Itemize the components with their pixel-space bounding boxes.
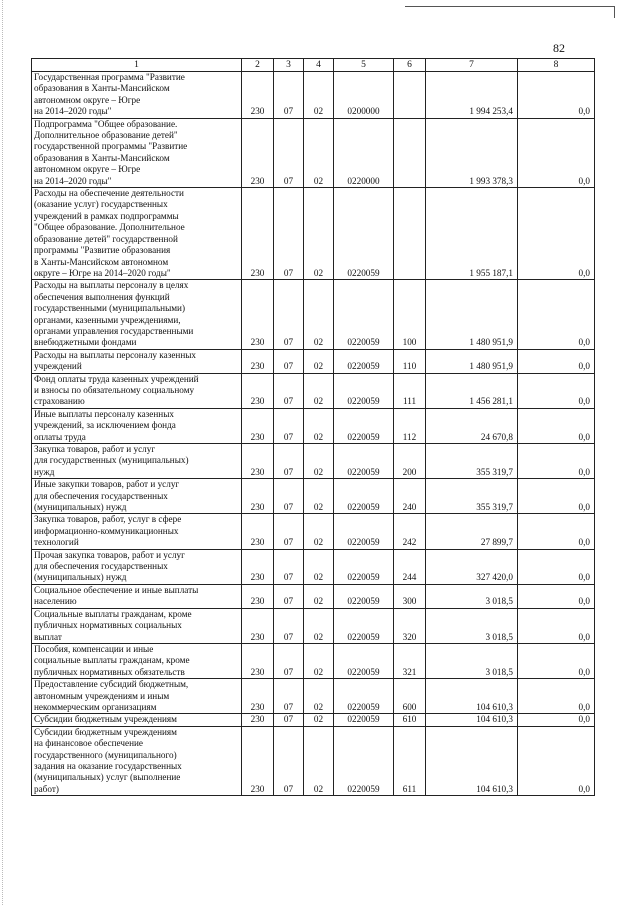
- row-name: Закупка товаров, работ, услуг в сфере информационно-коммуникационных технологий: [32, 514, 242, 549]
- table-row: [32, 679, 595, 714]
- row-name: Закупка товаров, работ и услуг для государственных (муниципальных) нужд: [32, 444, 242, 479]
- cell-amount-extra: 0,0: [518, 373, 595, 408]
- column-header: 5: [334, 59, 394, 72]
- cell-amount: 1 994 253,4: [426, 72, 518, 119]
- cell-amount-extra: 0,0: [518, 584, 595, 608]
- cell-target-article: 0220059: [334, 514, 394, 549]
- table-row: [32, 373, 595, 408]
- cell-amount: 3 018,5: [426, 608, 518, 643]
- cell-expense-type: 320: [394, 608, 426, 643]
- cell-target-article: 0220059: [334, 726, 394, 795]
- cell-amount-extra: 0,0: [518, 643, 595, 678]
- cell-subsection: 02: [304, 349, 334, 373]
- row-name: Прочая закупка товаров, работ и услуг для обеспечения государственных (муниципальных) нужд: [32, 549, 242, 584]
- cell-section: 07: [274, 349, 304, 373]
- cell-amount: 355 319,7: [426, 479, 518, 514]
- row-name: Субсидии бюджетным учреждениям на финансовое обеспечение государственного (муниципального) задания на оказание государственных (муниципальных) услуг (выполнение работ): [32, 726, 242, 795]
- cell-amount-extra: 0,0: [518, 514, 595, 549]
- cell-section: 07: [274, 714, 304, 726]
- cell-section: 07: [274, 726, 304, 795]
- table-row: [32, 444, 595, 479]
- column-number-row: [32, 59, 595, 72]
- cell-amount-extra: 0,0: [518, 714, 595, 726]
- cell-amount-extra: 0,0: [518, 408, 595, 443]
- cell-amount: 1 480 951,9: [426, 280, 518, 349]
- cell-ministry-code: 230: [242, 408, 274, 443]
- cell-expense-type: 244: [394, 549, 426, 584]
- cell-amount: 24 670,8: [426, 408, 518, 443]
- table-row: [32, 118, 595, 187]
- cell-amount-extra: 0,0: [518, 444, 595, 479]
- cell-expense-type: 200: [394, 444, 426, 479]
- cell-subsection: 02: [304, 408, 334, 443]
- cell-section: 07: [274, 444, 304, 479]
- cell-amount: 1 456 281,1: [426, 373, 518, 408]
- table-row: [32, 714, 595, 726]
- cell-subsection: 02: [304, 479, 334, 514]
- cell-expense-type: 611: [394, 726, 426, 795]
- cell-subsection: 02: [304, 118, 334, 187]
- cell-section: 07: [274, 188, 304, 280]
- cell-target-article: 0220000: [334, 118, 394, 187]
- cell-target-article: 0220059: [334, 349, 394, 373]
- cell-subsection: 02: [304, 72, 334, 119]
- row-name: Иные выплаты персоналу казенных учреждений, за исключением фонда оплаты труда: [32, 408, 242, 443]
- budget-table: [31, 58, 595, 796]
- cell-amount: 1 480 951,9: [426, 349, 518, 373]
- cell-subsection: 02: [304, 714, 334, 726]
- row-name: Социальное обеспечение и иные выплаты населению: [32, 584, 242, 608]
- cell-target-article: 0220059: [334, 373, 394, 408]
- cell-ministry-code: 230: [242, 584, 274, 608]
- cell-section: 07: [274, 643, 304, 678]
- cell-section: 07: [274, 584, 304, 608]
- cell-expense-type: [394, 72, 426, 119]
- cell-expense-type: 242: [394, 514, 426, 549]
- cell-target-article: 0220059: [334, 714, 394, 726]
- cell-subsection: 02: [304, 280, 334, 349]
- cell-section: 07: [274, 479, 304, 514]
- cell-amount: 104 610,3: [426, 726, 518, 795]
- cell-subsection: 02: [304, 643, 334, 678]
- column-header: 3: [274, 59, 304, 72]
- table-row: [32, 280, 595, 349]
- cell-target-article: 0220059: [334, 679, 394, 714]
- cell-section: 07: [274, 373, 304, 408]
- page-number: 82: [553, 41, 565, 55]
- cell-expense-type: [394, 118, 426, 187]
- table-row: [32, 549, 595, 584]
- cell-subsection: 02: [304, 188, 334, 280]
- cell-ministry-code: 230: [242, 479, 274, 514]
- cell-subsection: 02: [304, 549, 334, 584]
- cell-section: 07: [274, 408, 304, 443]
- row-name: Расходы на обеспечение деятельности (оказание услуг) государственных учреждений в рамках подпрограммы "Общее образование. Дополнительное образование детей" государственной программы "Развитие образования в Ханты-Мансийском автономном округе – Югре на 2014–2020 годы": [32, 188, 242, 280]
- cell-amount: 104 610,3: [426, 679, 518, 714]
- cell-amount-extra: 0,0: [518, 280, 595, 349]
- cell-subsection: 02: [304, 608, 334, 643]
- cell-expense-type: 112: [394, 408, 426, 443]
- cell-target-article: 0220059: [334, 444, 394, 479]
- table-row: [32, 584, 595, 608]
- cell-amount: 3 018,5: [426, 643, 518, 678]
- cell-amount: 104 610,3: [426, 714, 518, 726]
- cell-ministry-code: 230: [242, 549, 274, 584]
- row-name: Расходы на выплаты персоналу в целях обеспечения выполнения функций государственными (муниципальными) органами, казенными учреждениями, органами управления государственными внебюджетными фондами: [32, 280, 242, 349]
- cell-amount-extra: 0,0: [518, 188, 595, 280]
- table-row: [32, 408, 595, 443]
- cell-expense-type: 300: [394, 584, 426, 608]
- cell-subsection: 02: [304, 584, 334, 608]
- cell-subsection: 02: [304, 679, 334, 714]
- cell-ministry-code: 230: [242, 72, 274, 119]
- cell-amount-extra: 0,0: [518, 479, 595, 514]
- cell-ministry-code: 230: [242, 444, 274, 479]
- cell-target-article: 0220059: [334, 584, 394, 608]
- cell-amount: 1 993 378,3: [426, 118, 518, 187]
- cell-expense-type: 610: [394, 714, 426, 726]
- cell-ministry-code: 230: [242, 188, 274, 280]
- column-header: 1: [32, 59, 242, 72]
- cell-ministry-code: 230: [242, 349, 274, 373]
- table-row: [32, 188, 595, 280]
- cell-ministry-code: 230: [242, 514, 274, 549]
- column-header: 2: [242, 59, 274, 72]
- cell-expense-type: 600: [394, 679, 426, 714]
- cell-amount: 327 420,0: [426, 549, 518, 584]
- cell-ministry-code: 230: [242, 118, 274, 187]
- column-header: 7: [426, 59, 518, 72]
- cell-target-article: 0220059: [334, 549, 394, 584]
- cell-amount: 1 955 187,1: [426, 188, 518, 280]
- cell-expense-type: 111: [394, 373, 426, 408]
- cell-ministry-code: 230: [242, 608, 274, 643]
- cell-amount-extra: 0,0: [518, 608, 595, 643]
- cell-target-article: 0220059: [334, 479, 394, 514]
- header-rule-corner: [614, 6, 615, 18]
- cell-target-article: 0220059: [334, 408, 394, 443]
- cell-section: 07: [274, 514, 304, 549]
- cell-ministry-code: 230: [242, 280, 274, 349]
- row-name: Социальные выплаты гражданам, кроме публичных нормативных социальных выплат: [32, 608, 242, 643]
- column-header: 4: [304, 59, 334, 72]
- cell-amount-extra: 0,0: [518, 549, 595, 584]
- row-name: Расходы на выплаты персоналу казенных учреждений: [32, 349, 242, 373]
- cell-ministry-code: 230: [242, 643, 274, 678]
- cell-target-article: 0220059: [334, 280, 394, 349]
- cell-target-article: 0220059: [334, 608, 394, 643]
- cell-target-article: 0220059: [334, 643, 394, 678]
- cell-expense-type: 100: [394, 280, 426, 349]
- cell-amount: 3 018,5: [426, 584, 518, 608]
- cell-expense-type: 321: [394, 643, 426, 678]
- row-name: Предоставление субсидий бюджетным, автономным учреждениям и иным некоммерческим организациям: [32, 679, 242, 714]
- cell-amount-extra: 0,0: [518, 679, 595, 714]
- row-name: Государственная программа "Развитие образования в Ханты-Мансийском автономном округе – Югре на 2014–2020 годы": [32, 72, 242, 119]
- header-rule: [405, 6, 615, 7]
- cell-subsection: 02: [304, 726, 334, 795]
- cell-expense-type: 240: [394, 479, 426, 514]
- cell-ministry-code: 230: [242, 679, 274, 714]
- cell-expense-type: [394, 188, 426, 280]
- cell-target-article: 0200000: [334, 72, 394, 119]
- cell-subsection: 02: [304, 514, 334, 549]
- cell-amount-extra: 0,0: [518, 118, 595, 187]
- cell-section: 07: [274, 549, 304, 584]
- cell-section: 07: [274, 280, 304, 349]
- table-row: [32, 479, 595, 514]
- row-name: Иные закупки товаров, работ и услуг для обеспечения государственных (муниципальных) нужд: [32, 479, 242, 514]
- table-row: [32, 72, 595, 119]
- table-row: [32, 514, 595, 549]
- cell-ministry-code: 230: [242, 714, 274, 726]
- cell-target-article: 0220059: [334, 188, 394, 280]
- cell-subsection: 02: [304, 444, 334, 479]
- column-header: 6: [394, 59, 426, 72]
- cell-amount: 355 319,7: [426, 444, 518, 479]
- cell-amount-extra: 0,0: [518, 726, 595, 795]
- cell-amount-extra: 0,0: [518, 349, 595, 373]
- row-name: Субсидии бюджетным учреждениям: [32, 714, 242, 726]
- row-name: Фонд оплаты труда казенных учреждений и взносы по обязательному социальному страхованию: [32, 373, 242, 408]
- column-header: 8: [518, 59, 595, 72]
- row-name: Пособия, компенсации и иные социальные выплаты гражданам, кроме публичных нормативных обязательств: [32, 643, 242, 678]
- cell-section: 07: [274, 118, 304, 187]
- table-row: [32, 643, 595, 678]
- cell-amount-extra: 0,0: [518, 72, 595, 119]
- table-row: [32, 349, 595, 373]
- scan-edge-mark: [2, 0, 3, 905]
- cell-section: 07: [274, 72, 304, 119]
- table-row: [32, 608, 595, 643]
- cell-section: 07: [274, 608, 304, 643]
- cell-ministry-code: 230: [242, 373, 274, 408]
- row-name: Подпрограмма "Общее образование. Дополнительное образование детей" государственной программы "Развитие образования в Ханты-Мансийском автономном округе – Югре на 2014–2020 годы": [32, 118, 242, 187]
- table-row: [32, 726, 595, 795]
- cell-subsection: 02: [304, 373, 334, 408]
- cell-section: 07: [274, 679, 304, 714]
- cell-amount: 27 899,7: [426, 514, 518, 549]
- cell-ministry-code: 230: [242, 726, 274, 795]
- cell-expense-type: 110: [394, 349, 426, 373]
